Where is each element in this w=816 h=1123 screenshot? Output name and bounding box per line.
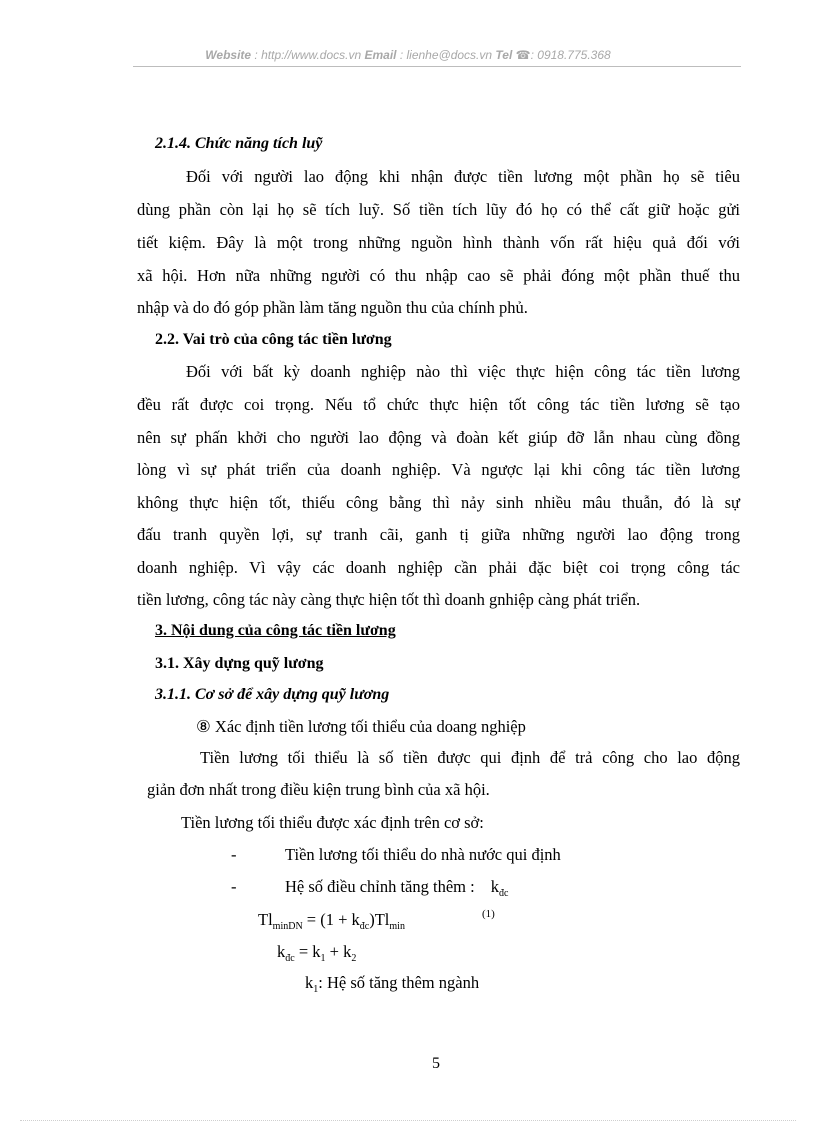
section-2-1-4-title: 2.1.4. Chức năng tích luỹ [155, 135, 323, 152]
paragraph-line: giản đơn nhất trong điều kiện trung bình của xã hội. [147, 780, 490, 799]
phone-icon: ☎ [515, 48, 531, 62]
tel-label: Tel [495, 48, 513, 62]
bullet-item [196, 717, 526, 737]
tel-value: : 0918.775.368 [530, 48, 611, 62]
dash-bullet: - [231, 845, 237, 864]
paragraph-line: xã hội. Hơn nữa những người có thu nhập cao sẽ phải đóng một phần thuế thu [137, 266, 740, 285]
section-3-1-title: 3.1. Xây dựng quỹ lương [155, 655, 324, 672]
paragraph-line: tiết kiệm. Đây là một trong những nguồn hình thành vốn rất hiệu quả đối với [137, 233, 740, 252]
basis-item: Tiền lương tối thiểu do nhà nước qui định [285, 845, 561, 864]
section-3-1-1-title: 3.1.1. Cơ sở để xây dựng quỹ lương [155, 686, 390, 703]
paragraph-line: Tiền lương tối thiểu là số tiền được qui định để trả công cho lao động [200, 748, 740, 767]
page-number: 5 [432, 1055, 440, 1072]
paragraph-line: đấu tranh quyền lợi, sự tranh cãi, ganh tị giữa những người lao động trong [137, 525, 740, 544]
basis-item [285, 877, 508, 897]
page-header [0, 48, 816, 62]
k-dc-symbol: $k_{đc}$ [490, 877, 509, 899]
paragraph-line: Đối với người lao động khi nhận được tiền lương một phần họ sẽ tiêu [186, 167, 740, 186]
basis-item-text: Hệ số điều chỉnh tăng thêm : [285, 877, 475, 896]
section-2-2-title: 2.2. Vai trò của công tác tiền lương [155, 331, 392, 348]
paragraph-line: đều rất được coi trọng. Nếu tổ chức thực hiện tốt công tác tiền lương sẽ tạo [137, 395, 740, 414]
paragraph-line: dùng phần còn lại họ sẽ tích luỹ. Số tiền tích lũy đó họ có thể cất giữ hoặc gửi [137, 200, 740, 219]
website-label: Website [205, 48, 252, 62]
website-value: : http://www.docs.vn [251, 48, 365, 62]
footer-divider [20, 1120, 796, 1121]
k1-definition: $k_1$: Hệ số tăng thêm ngành [305, 973, 480, 995]
basis-intro: Tiền lương tối thiểu được xác định trên cơ sở: [181, 813, 484, 832]
paragraph-line: lòng vì sự phát triển của doanh nghiệp. Và ngược lại khi công tác tiền lương [137, 460, 740, 479]
formula-reference: (1) [482, 908, 495, 920]
paragraph-line: nhập và do đó góp phần làm tăng nguồn thu của chính phủ. [137, 298, 528, 317]
formula-min-wage: $Tl_{minDN} = (1 + k_{đc})Tl_{min}$ [258, 910, 405, 932]
paragraph-line: tiền lương, công tác này càng thực hiện tốt thì doanh gnhiệp càng phát triển. [137, 590, 641, 609]
paragraph-line: nên sự phấn khởi cho người lao động và đoàn kết giúp đỡ lẫn nhau cùng đồng [137, 428, 740, 447]
bullet-text: Xác định tiền lương tối thiểu của doang nghiệp [214, 717, 526, 736]
paragraph-line: không thực hiện tốt, thiếu công bằng thì nảy sinh nhiều mâu thuẫn, đó là sự [137, 493, 740, 512]
header-divider [133, 66, 741, 67]
bullet-icon: ⑧ [196, 717, 211, 736]
paragraph-line: Đối với bất kỳ doanh nghiệp nào thì việc thực hiện công tác tiền lương [186, 362, 740, 381]
email-label: Email [364, 48, 397, 62]
formula-k-dc: $k_{đc} = k_1 + k_2$ [277, 942, 357, 964]
paragraph-line: doanh nghiệp. Vì vậy các doanh nghiệp cần phải đặc biệt coi trọng công tác [137, 558, 740, 577]
section-3-title: 3. Nội dung của công tác tiền lương [155, 622, 396, 639]
email-value: : lienhe@docs.vn [396, 48, 496, 62]
dash-bullet: - [231, 877, 237, 896]
